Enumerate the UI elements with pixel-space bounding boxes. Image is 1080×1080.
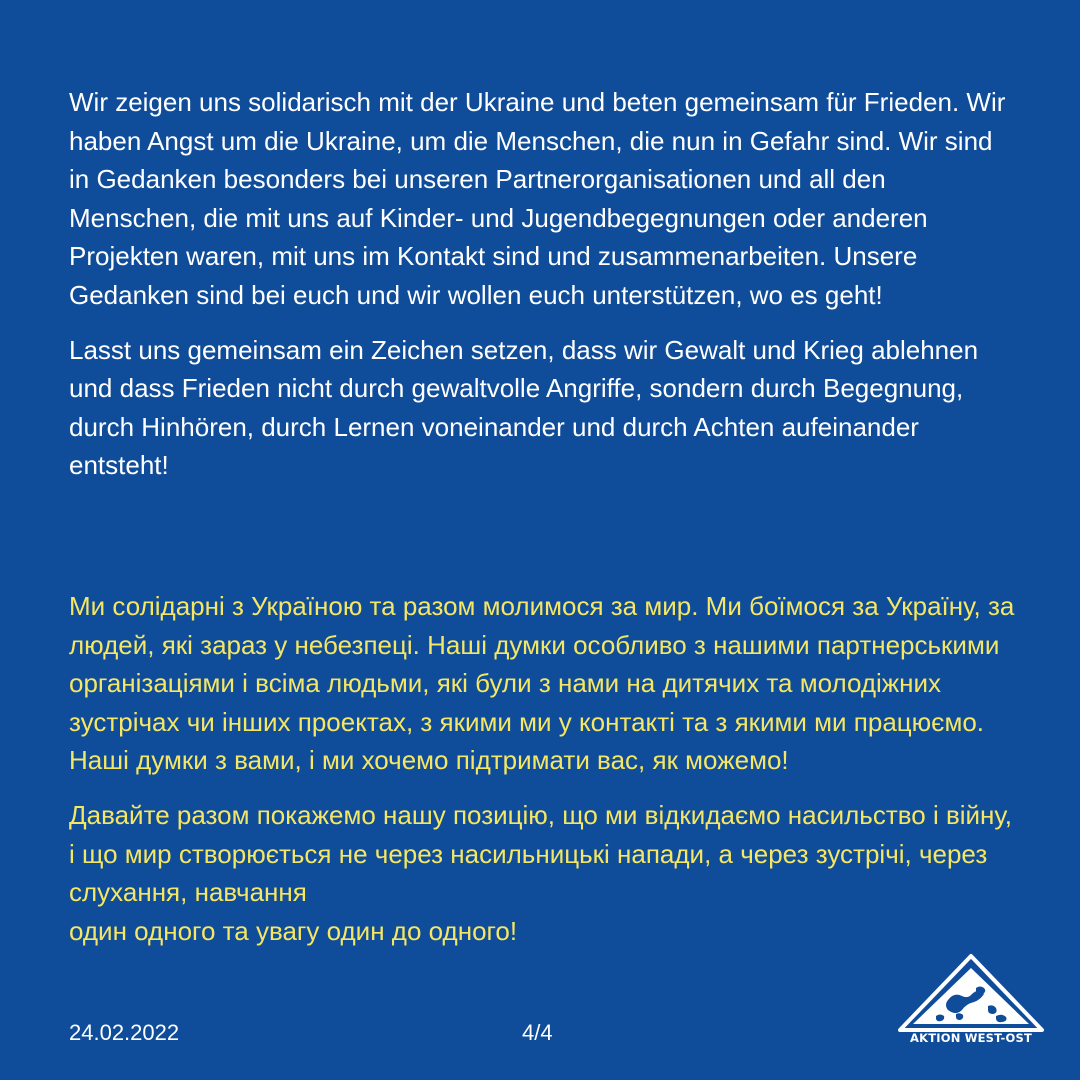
- ukrainian-statement: [69, 587, 1019, 950]
- ukrainian-paragraph-2: [69, 796, 1019, 950]
- german-statement: [69, 83, 1019, 485]
- post-date: 24.02.2022: [69, 1020, 180, 1045]
- ukrainian-paragraph-1: Ми солідарні з Україною та разом молимося за мир. Ми боїмося за Україну, за людей, які зараз у небезпеці. Наші думки особливо з нашими партнерськими організаціями і всіма людьми, які були з нами на дитячих та молодіжних зустрічах чи інших проектах, з якими ми у контакті та з якими ми працюємо. Наші думки з вами, і ми хочемо підтримати вас, як можемо!: [69, 591, 1015, 776]
- german-paragraph-2: Lasst uns gemeinsam ein Zeichen setzen, dass wir Gewalt und Krieg ablehnen und dass Frieden nicht durch gewaltvolle Angriffe, sondern durch Begegnung, durch Hinhören, durch Lernen voneinander und durch Achten aufeinander entsteht!: [69, 334, 979, 481]
- ukrainian-paragraph-2-line-2: один одного та увагу один до одного!: [69, 915, 518, 946]
- page-indicator: 4/4: [522, 1020, 553, 1045]
- aktion-west-ost-logo: [896, 950, 1046, 1050]
- mountain-map-icon: [896, 950, 1046, 1034]
- logo-wordmark: AKTION WEST-OST: [910, 1031, 1032, 1045]
- ukrainian-paragraph-2-line-1: Давайте разом покажемо нашу позицію, що ми відкидаємо насильство і війну, і що мир створюється не через насильницькі напади, а через зустрічі, через слухання, навчання: [69, 799, 1013, 908]
- german-paragraph-1: Wir zeigen uns solidarisch mit der Ukraine und beten gemeinsam für Frieden. Wir haben Angst um die Ukraine, um die Menschen, die nun in Gefahr sind. Wir sind in Gedanken besonders bei unseren Partnerorganisationen und all den Menschen, die mit uns auf Kinder- und Jugendbegegnungen oder anderen Projekten waren, mit uns im Kontakt sind und zusammenarbeiten. Unsere Gedanken sind bei euch und wir wollen euch unterstützen, wo es geht!: [69, 87, 1006, 310]
